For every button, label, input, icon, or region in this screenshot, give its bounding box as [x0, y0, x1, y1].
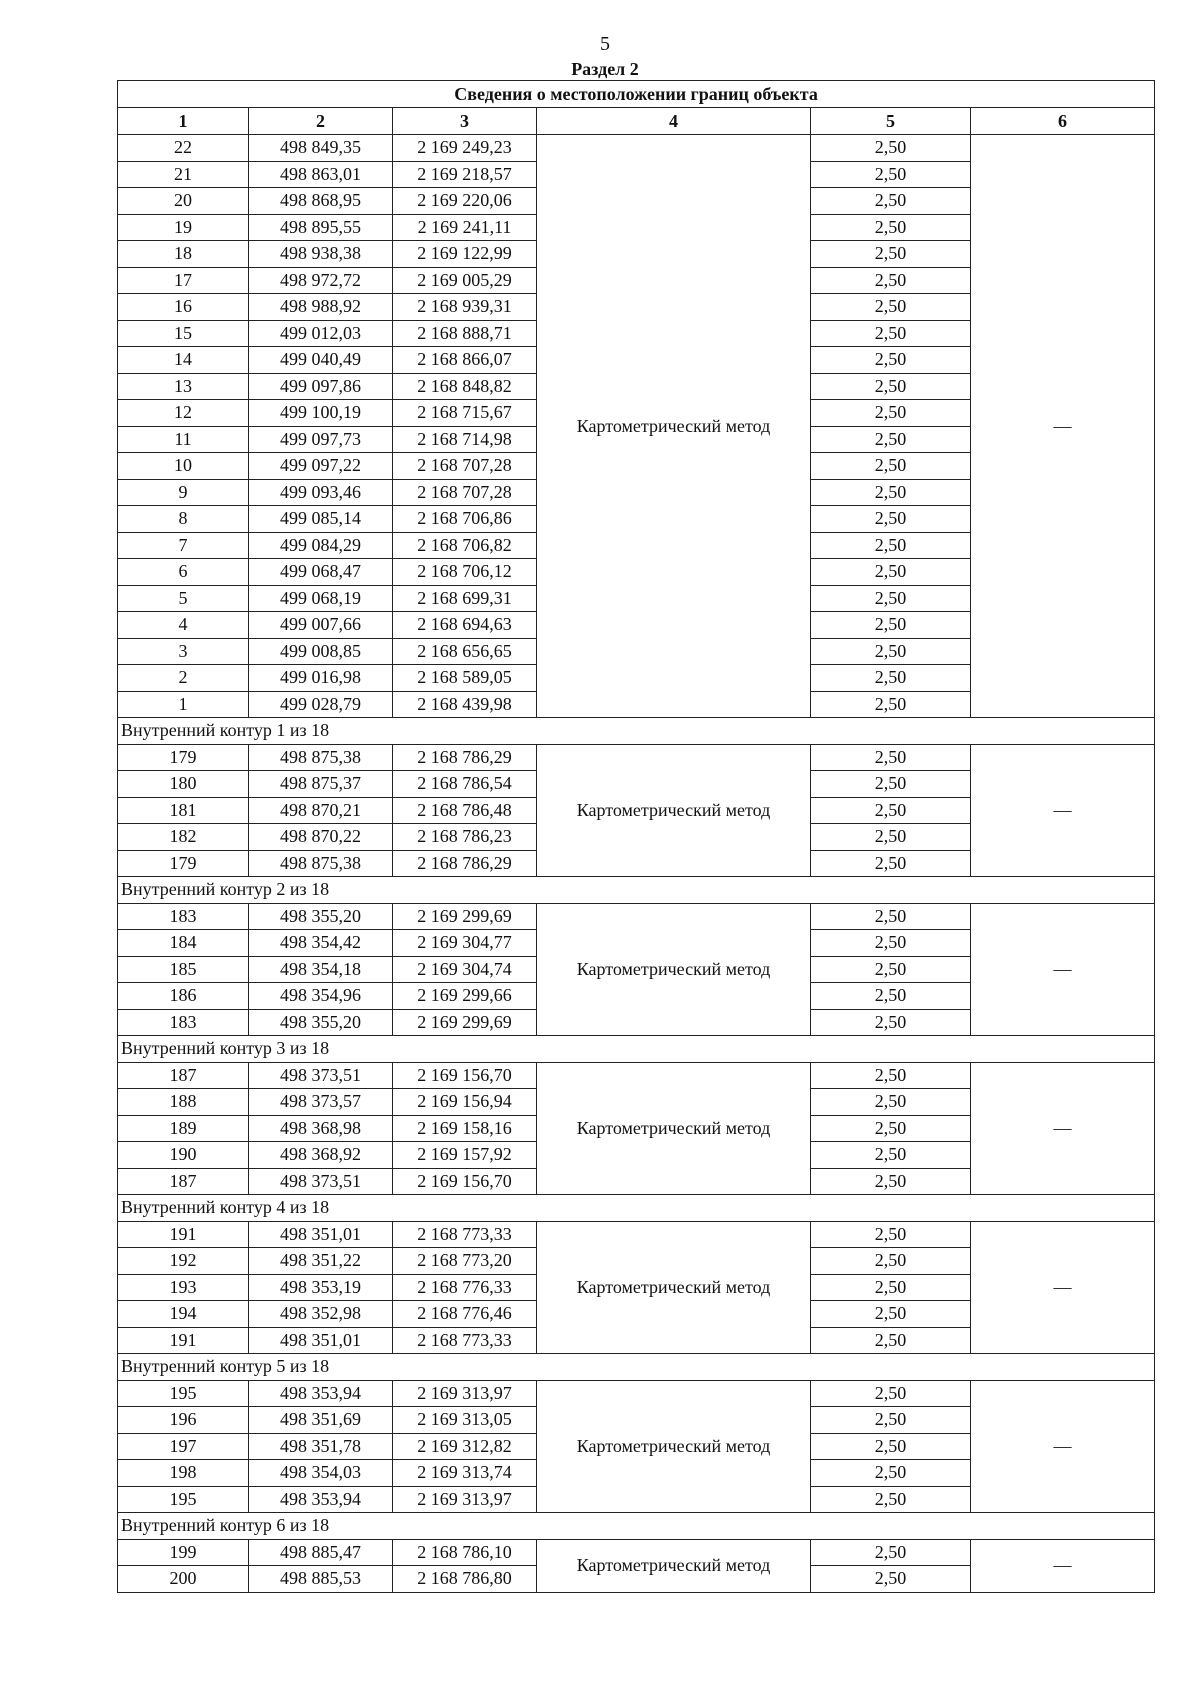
- y-coordinate-cell: 2 168 656,65: [393, 638, 537, 665]
- method-cell: Картометрический метод: [537, 903, 811, 1036]
- y-coordinate-cell: 2 168 714,98: [393, 426, 537, 453]
- point-number-cell: 200: [118, 1566, 249, 1593]
- x-coordinate-cell: 498 353,94: [249, 1486, 393, 1513]
- point-number-cell: 3: [118, 638, 249, 665]
- y-coordinate-cell: 2 168 773,33: [393, 1327, 537, 1354]
- point-number-cell: 20: [118, 188, 249, 215]
- x-coordinate-cell: 498 351,01: [249, 1221, 393, 1248]
- table-row: [118, 135, 1155, 162]
- y-coordinate-cell: 2 168 699,31: [393, 585, 537, 612]
- point-number-cell: 5: [118, 585, 249, 612]
- note-cell: —: [971, 1221, 1155, 1354]
- method-cell: Картометрический метод: [537, 1221, 811, 1354]
- x-coordinate-cell: 498 868,95: [249, 188, 393, 215]
- note-cell: —: [971, 1062, 1155, 1195]
- point-number-cell: 15: [118, 320, 249, 347]
- x-coordinate-cell: 498 885,47: [249, 1539, 393, 1566]
- y-coordinate-cell: 2 168 786,48: [393, 797, 537, 824]
- contour-header-row: [118, 718, 1155, 745]
- method-cell: Картометрический метод: [537, 1539, 811, 1592]
- note-cell: —: [971, 1539, 1155, 1592]
- page-number: 5: [600, 33, 610, 55]
- y-coordinate-cell: 2 169 313,97: [393, 1486, 537, 1513]
- y-coordinate-cell: 2 169 312,82: [393, 1433, 537, 1460]
- y-coordinate-cell: 2 169 220,06: [393, 188, 537, 215]
- accuracy-cell: 2,50: [811, 824, 971, 851]
- point-number-cell: 188: [118, 1089, 249, 1116]
- x-coordinate-cell: 499 097,73: [249, 426, 393, 453]
- point-number-cell: 195: [118, 1486, 249, 1513]
- y-coordinate-cell: 2 168 706,82: [393, 532, 537, 559]
- accuracy-cell: 2,50: [811, 691, 971, 718]
- point-number-cell: 198: [118, 1460, 249, 1487]
- y-coordinate-cell: 2 168 439,98: [393, 691, 537, 718]
- note-cell: —: [971, 744, 1155, 877]
- accuracy-cell: 2,50: [811, 135, 971, 162]
- point-number-cell: 191: [118, 1221, 249, 1248]
- point-number-cell: 13: [118, 373, 249, 400]
- y-coordinate-cell: 2 169 157,92: [393, 1142, 537, 1169]
- y-coordinate-cell: 2 169 156,94: [393, 1089, 537, 1116]
- x-coordinate-cell: 498 972,72: [249, 267, 393, 294]
- y-coordinate-cell: 2 168 773,20: [393, 1248, 537, 1275]
- x-coordinate-cell: 498 875,37: [249, 771, 393, 798]
- x-coordinate-cell: 499 084,29: [249, 532, 393, 559]
- point-number-cell: 11: [118, 426, 249, 453]
- x-coordinate-cell: 498 368,92: [249, 1142, 393, 1169]
- x-coordinate-cell: 499 028,79: [249, 691, 393, 718]
- table-row: [118, 1380, 1155, 1407]
- accuracy-cell: 2,50: [811, 347, 971, 374]
- point-number-cell: 1: [118, 691, 249, 718]
- accuracy-cell: 2,50: [811, 1142, 971, 1169]
- accuracy-cell: 2,50: [811, 1539, 971, 1566]
- point-number-cell: 190: [118, 1142, 249, 1169]
- accuracy-cell: 2,50: [811, 1380, 971, 1407]
- header-col-2: 2: [249, 108, 393, 135]
- x-coordinate-cell: 498 352,98: [249, 1301, 393, 1328]
- x-coordinate-cell: 498 870,21: [249, 797, 393, 824]
- accuracy-cell: 2,50: [811, 320, 971, 347]
- contour-label: Внутренний контур 4 из 18: [118, 1195, 1155, 1222]
- accuracy-cell: 2,50: [811, 1327, 971, 1354]
- table-row: [118, 744, 1155, 771]
- x-coordinate-cell: 498 354,42: [249, 930, 393, 957]
- x-coordinate-cell: 498 870,22: [249, 824, 393, 851]
- boundary-table: [117, 80, 1155, 1593]
- point-number-cell: 19: [118, 214, 249, 241]
- point-number-cell: 2: [118, 665, 249, 692]
- point-number-cell: 4: [118, 612, 249, 639]
- table-row: [118, 1062, 1155, 1089]
- header-col-4: 4: [537, 108, 811, 135]
- accuracy-cell: 2,50: [811, 479, 971, 506]
- x-coordinate-cell: 499 040,49: [249, 347, 393, 374]
- x-coordinate-cell: 499 097,22: [249, 453, 393, 480]
- accuracy-cell: 2,50: [811, 188, 971, 215]
- accuracy-cell: 2,50: [811, 983, 971, 1010]
- x-coordinate-cell: 498 351,78: [249, 1433, 393, 1460]
- point-number-cell: 194: [118, 1301, 249, 1328]
- note-cell: —: [971, 135, 1155, 718]
- y-coordinate-cell: 2 168 786,80: [393, 1566, 537, 1593]
- x-coordinate-cell: 498 353,19: [249, 1274, 393, 1301]
- y-coordinate-cell: 2 169 304,77: [393, 930, 537, 957]
- point-number-cell: 180: [118, 771, 249, 798]
- accuracy-cell: 2,50: [811, 214, 971, 241]
- accuracy-cell: 2,50: [811, 930, 971, 957]
- point-number-cell: 185: [118, 956, 249, 983]
- x-coordinate-cell: 498 373,51: [249, 1168, 393, 1195]
- y-coordinate-cell: 2 169 304,74: [393, 956, 537, 983]
- method-cell: Картометрический метод: [537, 1062, 811, 1195]
- accuracy-cell: 2,50: [811, 1009, 971, 1036]
- point-number-cell: 181: [118, 797, 249, 824]
- accuracy-cell: 2,50: [811, 453, 971, 480]
- header-col-1: 1: [118, 108, 249, 135]
- accuracy-cell: 2,50: [811, 797, 971, 824]
- y-coordinate-cell: 2 168 786,54: [393, 771, 537, 798]
- x-coordinate-cell: 498 355,20: [249, 903, 393, 930]
- note-cell: —: [971, 903, 1155, 1036]
- contour-label: Внутренний контур 5 из 18: [118, 1354, 1155, 1381]
- point-number-cell: 21: [118, 161, 249, 188]
- point-number-cell: 189: [118, 1115, 249, 1142]
- accuracy-cell: 2,50: [811, 400, 971, 427]
- accuracy-cell: 2,50: [811, 294, 971, 321]
- x-coordinate-cell: 498 875,38: [249, 850, 393, 877]
- contour-label: Внутренний контур 6 из 18: [118, 1513, 1155, 1540]
- point-number-cell: 187: [118, 1168, 249, 1195]
- point-number-cell: 191: [118, 1327, 249, 1354]
- y-coordinate-cell: 2 168 589,05: [393, 665, 537, 692]
- y-coordinate-cell: 2 168 776,33: [393, 1274, 537, 1301]
- table-caption: Сведения о местоположении границ объекта: [118, 81, 1155, 108]
- y-coordinate-cell: 2 168 694,63: [393, 612, 537, 639]
- accuracy-cell: 2,50: [811, 744, 971, 771]
- accuracy-cell: 2,50: [811, 426, 971, 453]
- point-number-cell: 6: [118, 559, 249, 586]
- accuracy-cell: 2,50: [811, 559, 971, 586]
- x-coordinate-cell: 498 875,38: [249, 744, 393, 771]
- y-coordinate-cell: 2 168 773,33: [393, 1221, 537, 1248]
- x-coordinate-cell: 499 093,46: [249, 479, 393, 506]
- accuracy-cell: 2,50: [811, 1248, 971, 1275]
- contour-header-row: [118, 1354, 1155, 1381]
- point-number-cell: 7: [118, 532, 249, 559]
- y-coordinate-cell: 2 168 706,86: [393, 506, 537, 533]
- x-coordinate-cell: 499 016,98: [249, 665, 393, 692]
- y-coordinate-cell: 2 168 888,71: [393, 320, 537, 347]
- accuracy-cell: 2,50: [811, 1115, 971, 1142]
- point-number-cell: 193: [118, 1274, 249, 1301]
- accuracy-cell: 2,50: [811, 161, 971, 188]
- table-header-row: [118, 108, 1155, 135]
- x-coordinate-cell: 498 849,35: [249, 135, 393, 162]
- accuracy-cell: 2,50: [811, 1168, 971, 1195]
- y-coordinate-cell: 2 168 786,10: [393, 1539, 537, 1566]
- y-coordinate-cell: 2 168 786,29: [393, 850, 537, 877]
- x-coordinate-cell: 499 085,14: [249, 506, 393, 533]
- accuracy-cell: 2,50: [811, 532, 971, 559]
- accuracy-cell: 2,50: [811, 585, 971, 612]
- y-coordinate-cell: 2 169 313,97: [393, 1380, 537, 1407]
- point-number-cell: 186: [118, 983, 249, 1010]
- x-coordinate-cell: 498 988,92: [249, 294, 393, 321]
- x-coordinate-cell: 498 368,98: [249, 1115, 393, 1142]
- y-coordinate-cell: 2 168 848,82: [393, 373, 537, 400]
- point-number-cell: 183: [118, 1009, 249, 1036]
- contour-header-row: [118, 1513, 1155, 1540]
- x-coordinate-cell: 498 373,57: [249, 1089, 393, 1116]
- x-coordinate-cell: 498 938,38: [249, 241, 393, 268]
- x-coordinate-cell: 498 353,94: [249, 1380, 393, 1407]
- accuracy-cell: 2,50: [811, 850, 971, 877]
- point-number-cell: 183: [118, 903, 249, 930]
- x-coordinate-cell: 499 008,85: [249, 638, 393, 665]
- y-coordinate-cell: 2 169 005,29: [393, 267, 537, 294]
- point-number-cell: 179: [118, 744, 249, 771]
- accuracy-cell: 2,50: [811, 1433, 971, 1460]
- point-number-cell: 184: [118, 930, 249, 957]
- x-coordinate-cell: 498 351,22: [249, 1248, 393, 1275]
- y-coordinate-cell: 2 168 786,23: [393, 824, 537, 851]
- method-cell: Картометрический метод: [537, 744, 811, 877]
- header-col-5: 5: [811, 108, 971, 135]
- accuracy-cell: 2,50: [811, 1221, 971, 1248]
- y-coordinate-cell: 2 169 299,69: [393, 1009, 537, 1036]
- x-coordinate-cell: 498 895,55: [249, 214, 393, 241]
- x-coordinate-cell: 499 007,66: [249, 612, 393, 639]
- point-number-cell: 179: [118, 850, 249, 877]
- y-coordinate-cell: 2 168 707,28: [393, 479, 537, 506]
- y-coordinate-cell: 2 168 706,12: [393, 559, 537, 586]
- table-caption-row: [118, 81, 1155, 108]
- accuracy-cell: 2,50: [811, 956, 971, 983]
- y-coordinate-cell: 2 168 776,46: [393, 1301, 537, 1328]
- x-coordinate-cell: 498 355,20: [249, 1009, 393, 1036]
- point-number-cell: 18: [118, 241, 249, 268]
- accuracy-cell: 2,50: [811, 1301, 971, 1328]
- y-coordinate-cell: 2 169 299,66: [393, 983, 537, 1010]
- x-coordinate-cell: 498 863,01: [249, 161, 393, 188]
- x-coordinate-cell: 498 354,96: [249, 983, 393, 1010]
- accuracy-cell: 2,50: [811, 241, 971, 268]
- accuracy-cell: 2,50: [811, 903, 971, 930]
- point-number-cell: 16: [118, 294, 249, 321]
- point-number-cell: 12: [118, 400, 249, 427]
- table-row: [118, 1539, 1155, 1566]
- point-number-cell: 192: [118, 1248, 249, 1275]
- table-row: [118, 1221, 1155, 1248]
- y-coordinate-cell: 2 169 156,70: [393, 1062, 537, 1089]
- x-coordinate-cell: 499 097,86: [249, 373, 393, 400]
- y-coordinate-cell: 2 169 122,99: [393, 241, 537, 268]
- y-coordinate-cell: 2 169 218,57: [393, 161, 537, 188]
- header-col-3: 3: [393, 108, 537, 135]
- x-coordinate-cell: 499 068,19: [249, 585, 393, 612]
- point-number-cell: 195: [118, 1380, 249, 1407]
- y-coordinate-cell: 2 168 939,31: [393, 294, 537, 321]
- x-coordinate-cell: 498 351,01: [249, 1327, 393, 1354]
- contour-header-row: [118, 1036, 1155, 1063]
- point-number-cell: 196: [118, 1407, 249, 1434]
- contour-label: Внутренний контур 2 из 18: [118, 877, 1155, 904]
- section-title: Раздел 2: [571, 59, 639, 79]
- method-cell: Картометрический метод: [537, 135, 811, 718]
- accuracy-cell: 2,50: [811, 1407, 971, 1434]
- accuracy-cell: 2,50: [811, 267, 971, 294]
- point-number-cell: 17: [118, 267, 249, 294]
- accuracy-cell: 2,50: [811, 638, 971, 665]
- point-number-cell: 22: [118, 135, 249, 162]
- contour-label: Внутренний контур 1 из 18: [118, 718, 1155, 745]
- point-number-cell: 8: [118, 506, 249, 533]
- y-coordinate-cell: 2 168 866,07: [393, 347, 537, 374]
- x-coordinate-cell: 498 351,69: [249, 1407, 393, 1434]
- table-row: [118, 903, 1155, 930]
- y-coordinate-cell: 2 169 313,05: [393, 1407, 537, 1434]
- x-coordinate-cell: 498 354,18: [249, 956, 393, 983]
- accuracy-cell: 2,50: [811, 771, 971, 798]
- x-coordinate-cell: 499 068,47: [249, 559, 393, 586]
- x-coordinate-cell: 498 354,03: [249, 1460, 393, 1487]
- point-number-cell: 197: [118, 1433, 249, 1460]
- y-coordinate-cell: 2 169 299,69: [393, 903, 537, 930]
- accuracy-cell: 2,50: [811, 612, 971, 639]
- accuracy-cell: 2,50: [811, 1460, 971, 1487]
- y-coordinate-cell: 2 168 707,28: [393, 453, 537, 480]
- accuracy-cell: 2,50: [811, 1566, 971, 1593]
- y-coordinate-cell: 2 169 241,11: [393, 214, 537, 241]
- note-cell: —: [971, 1380, 1155, 1513]
- y-coordinate-cell: 2 168 715,67: [393, 400, 537, 427]
- y-coordinate-cell: 2 169 156,70: [393, 1168, 537, 1195]
- point-number-cell: 187: [118, 1062, 249, 1089]
- header-col-6: 6: [971, 108, 1155, 135]
- point-number-cell: 14: [118, 347, 249, 374]
- accuracy-cell: 2,50: [811, 1062, 971, 1089]
- contour-header-row: [118, 1195, 1155, 1222]
- y-coordinate-cell: 2 169 158,16: [393, 1115, 537, 1142]
- accuracy-cell: 2,50: [811, 1089, 971, 1116]
- point-number-cell: 10: [118, 453, 249, 480]
- x-coordinate-cell: 499 100,19: [249, 400, 393, 427]
- x-coordinate-cell: 498 373,51: [249, 1062, 393, 1089]
- point-number-cell: 199: [118, 1539, 249, 1566]
- contour-label: Внутренний контур 3 из 18: [118, 1036, 1155, 1063]
- contour-header-row: [118, 877, 1155, 904]
- method-cell: Картометрический метод: [537, 1380, 811, 1513]
- accuracy-cell: 2,50: [811, 1486, 971, 1513]
- accuracy-cell: 2,50: [811, 1274, 971, 1301]
- y-coordinate-cell: 2 169 313,74: [393, 1460, 537, 1487]
- point-number-cell: 182: [118, 824, 249, 851]
- accuracy-cell: 2,50: [811, 373, 971, 400]
- x-coordinate-cell: 499 012,03: [249, 320, 393, 347]
- y-coordinate-cell: 2 168 786,29: [393, 744, 537, 771]
- accuracy-cell: 2,50: [811, 665, 971, 692]
- x-coordinate-cell: 498 885,53: [249, 1566, 393, 1593]
- accuracy-cell: 2,50: [811, 506, 971, 533]
- point-number-cell: 9: [118, 479, 249, 506]
- y-coordinate-cell: 2 169 249,23: [393, 135, 537, 162]
